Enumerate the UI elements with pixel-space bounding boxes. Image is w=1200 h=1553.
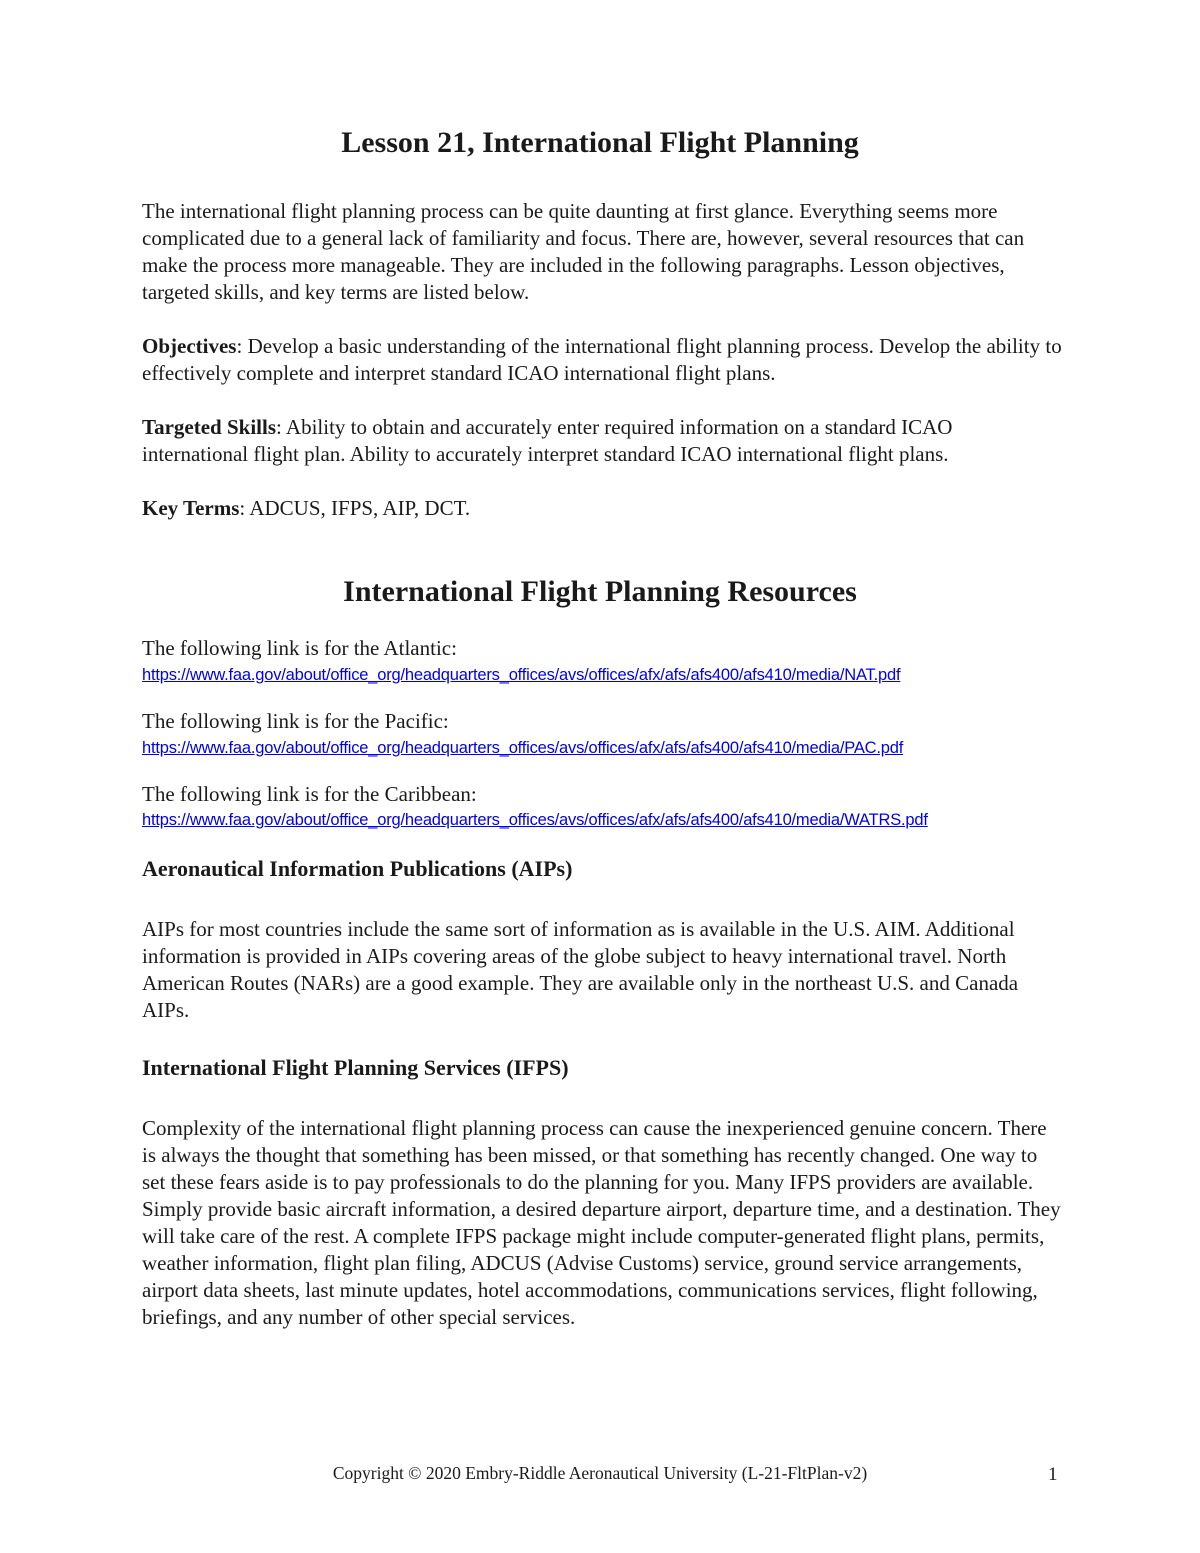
footer-copyright: Copyright © 2020 Embry-Riddle Aeronautical University (L-21-FltPlan-v2) [332,1463,868,1483]
pacific-link-label: The following link is for the Pacific: [142,709,449,733]
key-terms-paragraph [142,495,1062,522]
atlantic-link[interactable]: https://www.faa.gov/about/office_org/headquarters_offices/avs/offices/afx/afs/afs400/afs410/media/NAT.pdf [142,666,901,684]
key-terms-label: Key Terms [142,496,240,520]
targeted-skills-text: : Ability to obtain and accurately enter required information on a standard ICAO international flight plan. Ability to accurately interpret standard ICAO international flight plans. [142,415,953,466]
objectives-label: Objectives [142,334,237,358]
page-number: 1 [1048,1464,1058,1485]
targeted-skills-label: Targeted Skills [142,415,276,439]
key-terms-text: : ADCUS, IFPS, AIP, DCT. [239,496,471,520]
objectives-paragraph [142,333,1062,387]
caribbean-link-label: The following link is for the Caribbean: [142,782,477,806]
pacific-link[interactable]: https://www.faa.gov/about/office_org/headquarters_offices/avs/offices/afx/afs/afs400/afs410/media/PAC.pdf [142,739,904,757]
atlantic-link-label: The following link is for the Atlantic: [142,636,457,660]
aip-paragraph: AIPs for most countries include the same sort of information as is available in the U.S. AIM. Additional information is provided in AIPs covering areas of the globe subject to heavy international travel. North American Routes (NARs) are a good example. They are available only in the northeast U.S. and Canada AIPs. [142,917,1019,1022]
ifps-heading: International Flight Planning Services (IFPS) [142,1055,569,1080]
targeted-skills-paragraph [142,414,1062,468]
document-page [142,0,1062,1553]
caribbean-link[interactable]: https://www.faa.gov/about/office_org/headquarters_offices/avs/offices/afx/afs/afs400/afs410/media/WATRS.pdf [142,811,928,829]
page-title: Lesson 21, International Flight Planning [341,126,859,159]
ifps-paragraph: Complexity of the international flight planning process can cause the inexperienced genuine concern. There is always the thought that something has been missed, or that something has recently changed. One way to set these fears aside is to pay professionals to do the planning for you. Many IFPS providers are available. Simply provide basic aircraft information, a desired departure airport, departure time, and a destination. They will take care of the rest. A complete IFPS package might include computer-generated flight plans, permits, weather information, flight plan filing, ADCUS (Advise Customs) service, ground service arrangements, airport data sheets, last minute updates, hotel accommodations, communications services, flight following, briefings, and any number of other special services. [142,1116,1061,1329]
resources-heading: International Flight Planning Resources [343,575,857,608]
intro-paragraph: The international flight planning process can be quite daunting at first glance. Everything seems more complicated due to a general lack of familiarity and focus. There are, however, several resources that can make the process more manageable. They are included in the following paragraphs. Lesson objectives, targeted skills, and key terms are listed below. [142,199,1025,304]
objectives-text: : Develop a basic understanding of the international flight planning process. Develop the ability to effectively complete and interpret standard ICAO international flight plans. [142,334,1062,385]
aip-heading: Aeronautical Information Publications (AIPs) [142,856,573,881]
